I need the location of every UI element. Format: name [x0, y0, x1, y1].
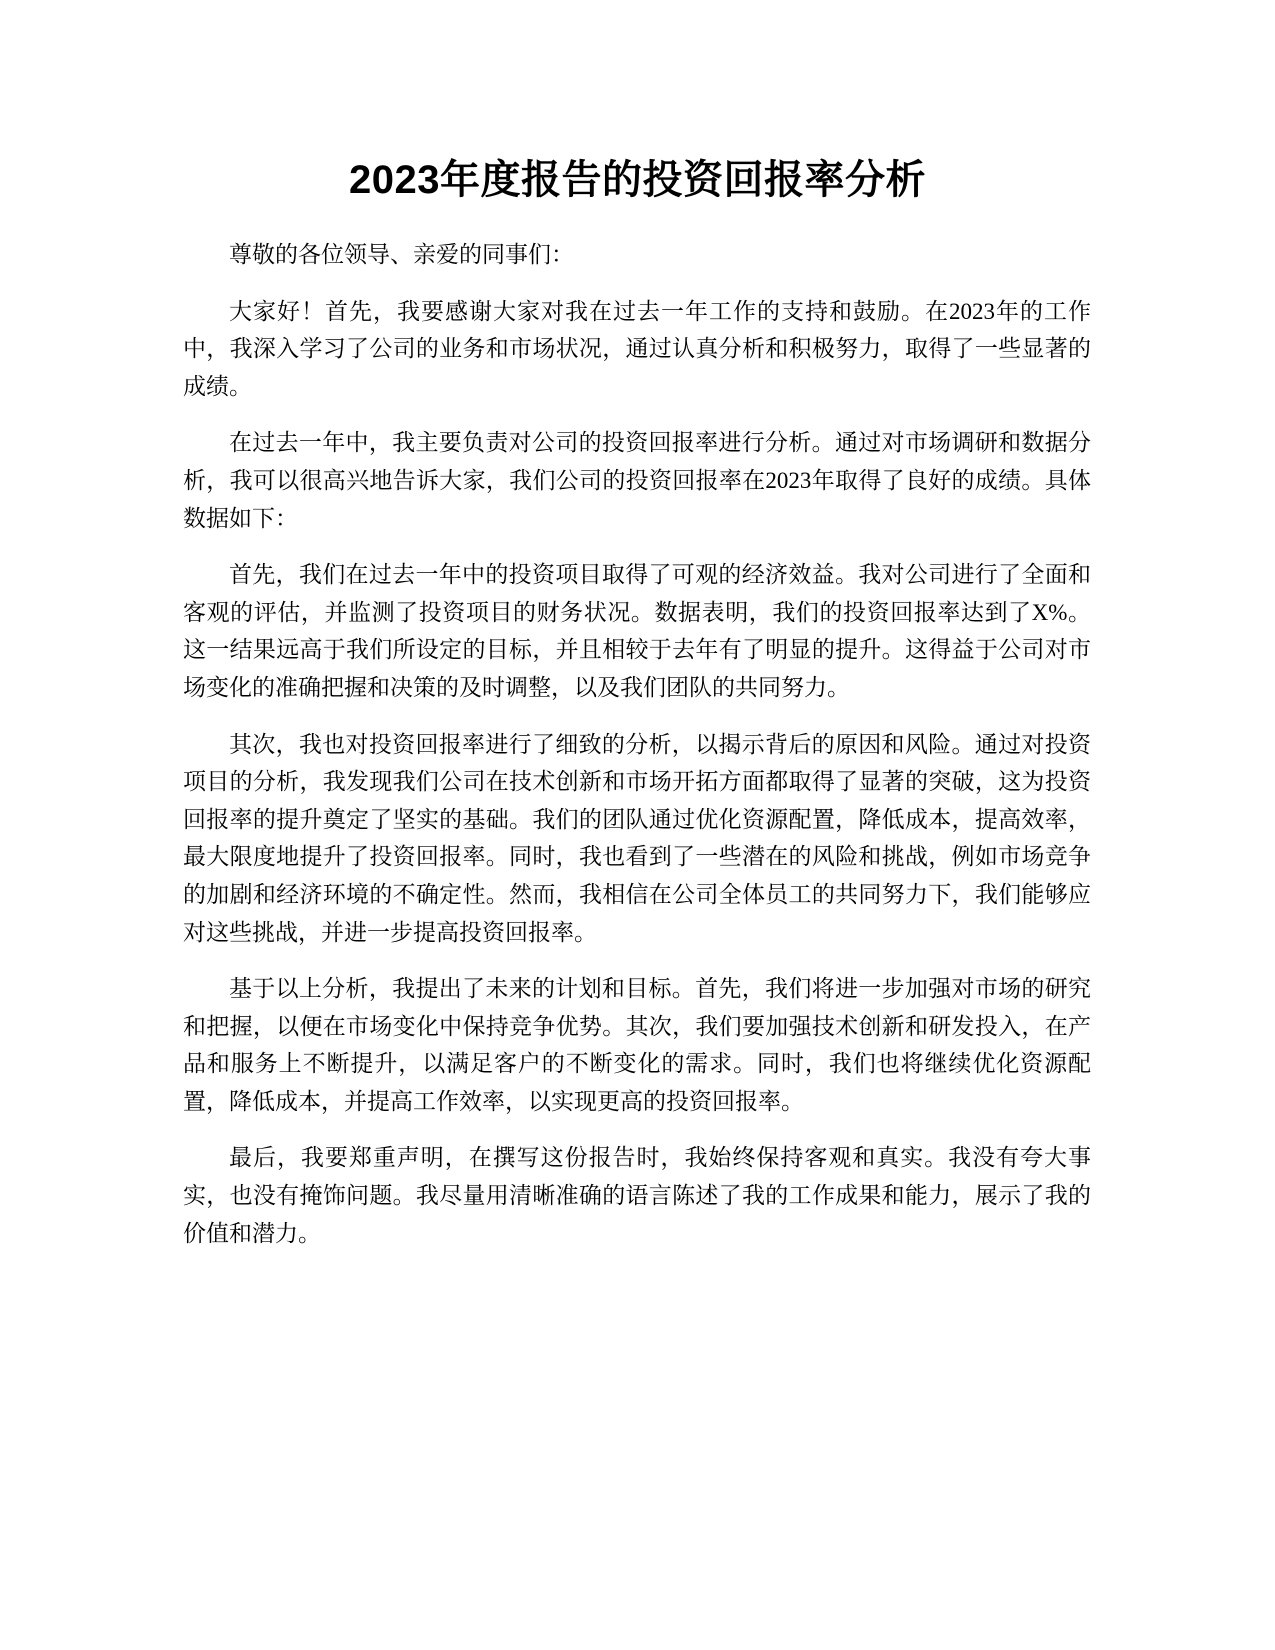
greeting-paragraph: 大家好！首先，我要感谢大家对我在过去一年工作的支持和鼓励。在2023年的工作中，我深入学习了公司的业务和市场状况，通过认真分析和积极努力，取得了一些显著的成绩。 — [183, 298, 1091, 399]
responsibility-paragraph: 在过去一年中，我主要负责对公司的投资回报率进行分析。通过对市场调研和数据分析，我可以很高兴地告诉大家，我们公司的投资回报率在2023年取得了良好的成绩。具体数据如下： — [183, 430, 1091, 531]
analysis-paragraph: 其次，我也对投资回报率进行了细致的分析，以揭示背后的原因和风险。通过对投资项目的分析，我发现我们公司在技术创新和市场开拓方面都取得了显著的突破，这为投资回报率的提升奠定了坚实的基础。我们的团队通过优化资源配置，降低成本，提高效率，最大限度地提升了投资回报率。同时，我也看到了一些潜在的风险和挑战，例如市场竞争的加剧和经济环境的不确定性。然而，我相信在公司全体员工的共同努力下，我们能够应对这些挑战，并进一步提高投资回报率。 — [183, 731, 1091, 945]
results-paragraph: 首先，我们在过去一年中的投资项目取得了可观的经济效益。我对公司进行了全面和客观的评估，并监测了投资项目的财务状况。数据表明，我们的投资回报率达到了X%。这一结果远高于我们所设定的目标，并且相较于去年有了明显的提升。这得益于公司对市场变化的准确把握和决策的及时调整，以及我们团队的共同努力。 — [183, 562, 1091, 700]
document-body — [183, 236, 1091, 1271]
plan-paragraph: 基于以上分析，我提出了未来的计划和目标。首先，我们将进一步加强对市场的研究和把握，以便在市场变化中保持竞争优势。其次，我们要加强技术创新和研发投入，在产品和服务上不断提升，以满足客户的不断变化的需求。同时，我们也将继续优化资源配置，降低成本，并提高工作效率，以实现更高的投资回报率。 — [183, 976, 1091, 1114]
salutation-paragraph: 尊敬的各位领导、亲爱的同事们： — [229, 242, 574, 267]
closing-paragraph: 最后，我要郑重声明，在撰写这份报告时，我始终保持客观和真实。我没有夸大事实，也没有掩饰问题。我尽量用清晰准确的语言陈述了我的工作成果和能力，展示了我的价值和潜力。 — [183, 1145, 1091, 1246]
document-title: 2023年度报告的投资回报率分析 — [349, 158, 926, 202]
